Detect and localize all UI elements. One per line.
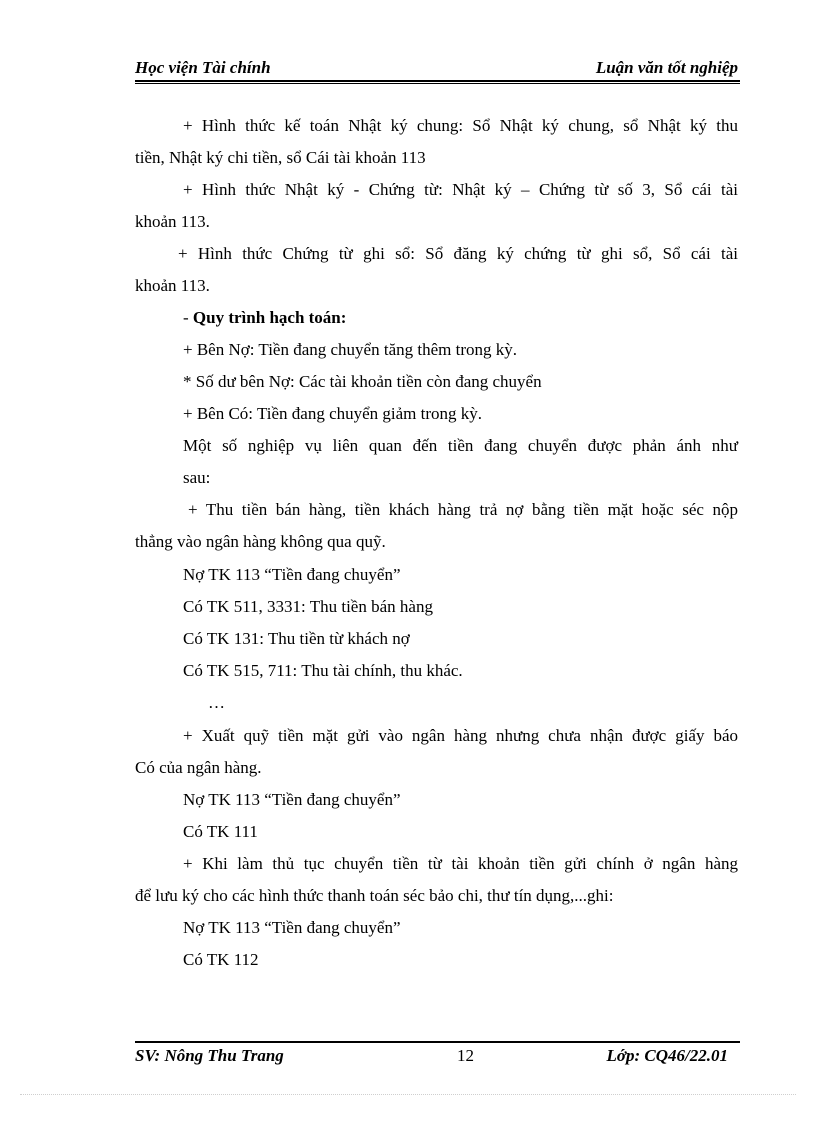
header-document-type: Luận văn tốt nghiệp bbox=[595, 58, 738, 77]
journal-entry-credit: Có TK 511, 3331: Thu tiền bán hàng bbox=[183, 597, 433, 616]
paragraph-line: khoản 113. bbox=[135, 276, 210, 295]
list-item: + Bên Nợ: Tiền đang chuyển tăng thêm trong kỳ. bbox=[183, 340, 517, 359]
section-heading-text: Quy trình hạch toán: bbox=[192, 308, 347, 327]
section-heading-dash: - bbox=[183, 308, 193, 327]
paragraph-line: + Khi làm thủ tục chuyển tiền từ tài khoản tiền gửi chính ở ngân hàng bbox=[183, 854, 738, 873]
header-rule-thin bbox=[135, 83, 740, 84]
header-institution: Học viện Tài chính bbox=[135, 58, 271, 77]
paragraph-line: tiền, Nhật ký chi tiền, sổ Cái tài khoản 113 bbox=[135, 148, 426, 167]
journal-entry-debit: Nợ TK 113 “Tiền đang chuyển” bbox=[183, 565, 401, 584]
journal-entry-credit: Có TK 112 bbox=[183, 950, 259, 969]
paragraph-line: + Thu tiền bán hàng, tiền khách hàng trả nợ bằng tiền mặt hoặc séc nộp bbox=[188, 500, 738, 519]
paragraph-line: Có của ngân hàng. bbox=[135, 758, 262, 777]
paragraph-line: khoản 113. bbox=[135, 212, 210, 231]
journal-entry-credit: Có TK 111 bbox=[183, 822, 258, 841]
list-item: * Số dư bên Nợ: Các tài khoản tiền còn đang chuyển bbox=[183, 372, 542, 391]
paragraph-line: + Hình thức Chứng từ ghi sổ: Sổ đăng ký chứng từ ghi sổ, Sổ cái tài bbox=[178, 244, 738, 263]
paragraph-line: + Hình thức Nhật ký - Chứng từ: Nhật ký – Chứng từ số 3, Sổ cái tài bbox=[183, 180, 738, 199]
page-number: 12 bbox=[457, 1046, 474, 1065]
journal-entry-debit: Nợ TK 113 “Tiền đang chuyển” bbox=[183, 918, 401, 937]
journal-entry-credit: Có TK 515, 711: Thu tài chính, thu khác. bbox=[183, 661, 463, 680]
paragraph-line: + Xuất quỹ tiền mặt gửi vào ngân hàng nhưng chưa nhận được giấy báo bbox=[183, 726, 738, 745]
header-rule bbox=[135, 80, 740, 82]
paragraph-line: sau: bbox=[183, 468, 211, 487]
paragraph-line: + Hình thức kế toán Nhật ký chung: Sổ Nhật ký chung, sổ Nhật ký thu bbox=[183, 116, 738, 135]
page-footer bbox=[135, 1046, 740, 1068]
paragraph-line: để lưu ký cho các hình thức thanh toán séc bảo chi, thư tín dụng,...ghi: bbox=[135, 886, 614, 905]
section-heading bbox=[183, 308, 346, 328]
journal-entry-debit: Nợ TK 113 “Tiền đang chuyển” bbox=[183, 790, 401, 809]
paragraph-line: Một số nghiệp vụ liên quan đến tiền đang chuyển được phản ánh như bbox=[183, 436, 738, 455]
footer-class-code: Lớp: CQ46/22.01 bbox=[606, 1046, 728, 1065]
list-item: + Bên Có: Tiền đang chuyển giảm trong kỳ. bbox=[183, 404, 483, 423]
footer-rule bbox=[135, 1041, 740, 1043]
footer-student-name: SV: Nông Thu Trang bbox=[135, 1046, 284, 1065]
journal-entry-credit: Có TK 131: Thu tiền từ khách nợ bbox=[183, 629, 410, 648]
page-bottom-edge bbox=[20, 1094, 796, 1095]
ellipsis: … bbox=[208, 693, 225, 712]
page-header bbox=[135, 58, 740, 80]
paragraph-line: thẳng vào ngân hàng không qua quỹ. bbox=[135, 532, 386, 551]
